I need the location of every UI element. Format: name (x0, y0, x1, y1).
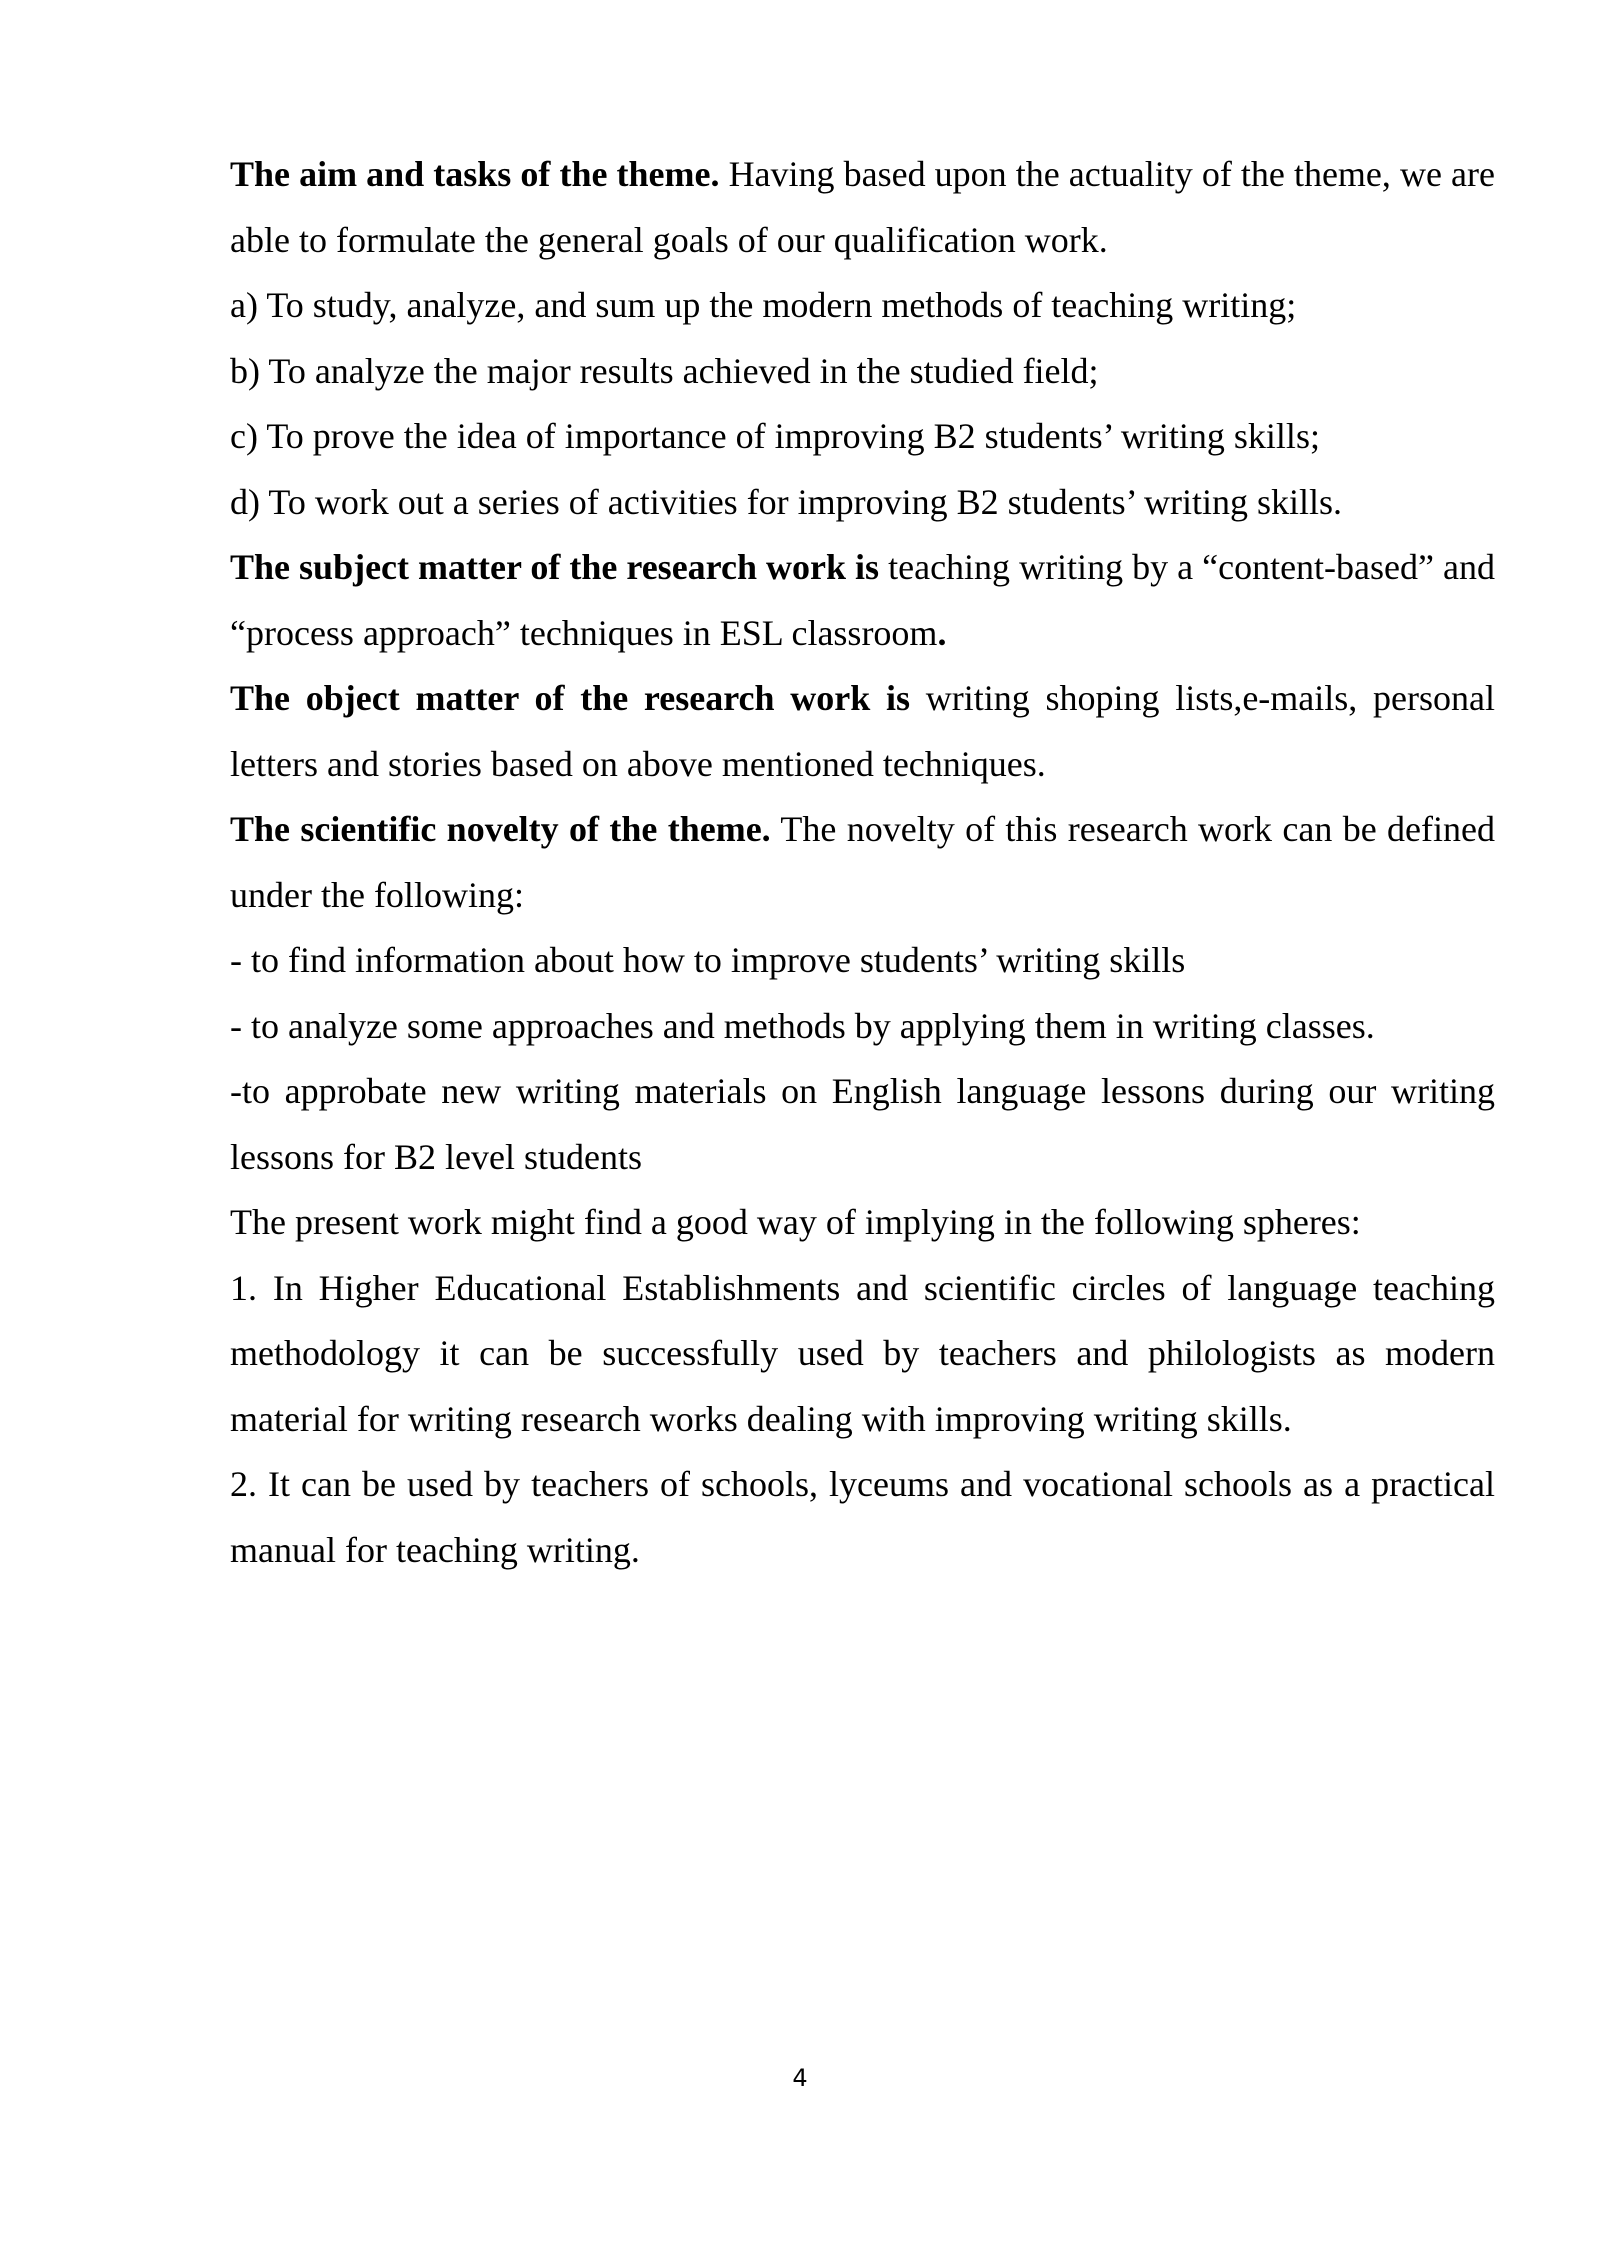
subject-end: . (937, 612, 947, 653)
goal-item: a) To study, analyze, and sum up the modern methods of teaching writing; (230, 285, 1297, 325)
novelty-text: The novelty of this research work can be defined under the following: (230, 809, 1495, 915)
sphere-item: 1. In Higher Educational Establishments and scientific circles of language teaching methodology it can be successfully used by teachers and philologists as modern material for writing research works dealing with improving writing skills. (230, 1267, 1495, 1439)
subject-text: teaching writing by a “content-based” and “process approach” techniques in ESL classroom (230, 547, 1495, 653)
goal-item: d) To work out a series of activities for improving B2 students’ writing skills. (230, 481, 1343, 522)
spheres-intro: The present work might find a good way of implying in the following spheres: (230, 1202, 1361, 1242)
subject-paragraph (230, 535, 1495, 666)
novelty-paragraph (230, 797, 1495, 928)
object-paragraph (230, 666, 1495, 797)
object-heading: The object matter of the research work is (230, 678, 911, 718)
novelty-item: -to approbate new writing materials on English language lessons during our writing lessons for B2 level students (230, 1071, 1495, 1177)
page-number: 4 (792, 2064, 808, 2092)
subject-heading: The subject matter of the research work is (230, 547, 880, 587)
aim-heading: The aim and tasks of the theme. (230, 154, 720, 194)
goal-item: b) To analyze the major results achieved in the studied field; (230, 350, 1099, 391)
aim-paragraph (230, 142, 1495, 273)
aim-text: Having based upon the actuality of the theme, we are able to formulate the general goals of our qualification work. (230, 154, 1495, 260)
novelty-item: - to analyze some approaches and methods by applying them in writing classes. (230, 1005, 1375, 1046)
sphere-item: 2. It can be used by teachers of schools, lyceums and vocational schools as a practical manual for teaching writing. (230, 1464, 1495, 1570)
goal-item: c) To prove the idea of importance of improving B2 students’ writing skills; (230, 416, 1320, 456)
object-text: writing shoping lists,e-mails, personal letters and stories based on above mentioned techniques. (230, 678, 1495, 784)
body-text (230, 142, 1495, 1583)
novelty-heading: The scientific novelty of the theme. (230, 809, 771, 849)
novelty-item: - to find information about how to improve students’ writing skills (230, 940, 1186, 980)
